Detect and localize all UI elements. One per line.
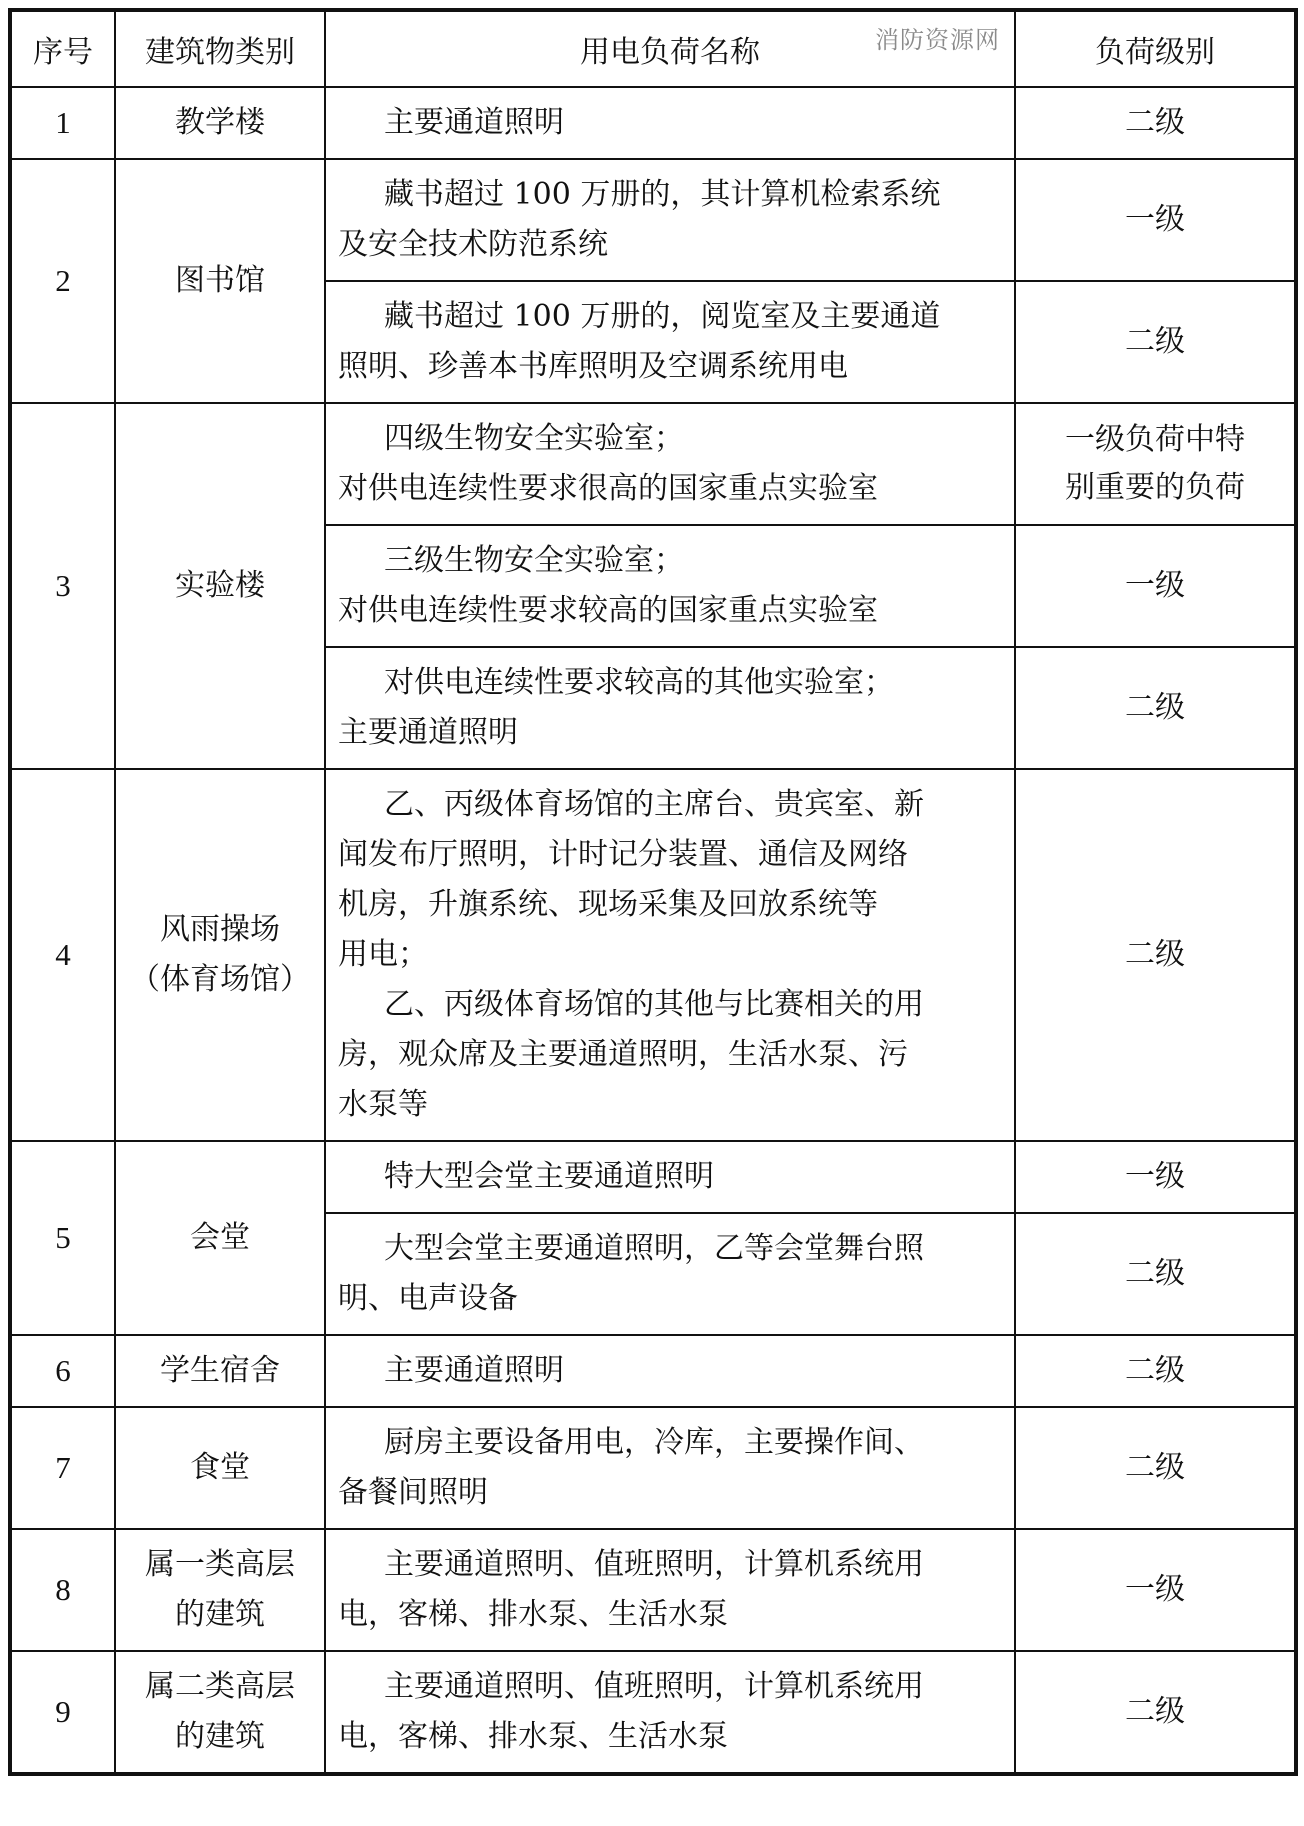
load-classification-table (8, 8, 1298, 1776)
header-load-name (325, 10, 1015, 87)
building-type (115, 159, 325, 403)
row-number: 2 (10, 159, 115, 403)
load-name-line (338, 830, 998, 880)
building-type (115, 403, 325, 769)
load-name-text: 藏书超过 100 万册的，其计算机检索系统 (384, 177, 941, 212)
building-type-line: 的建筑 (175, 1719, 265, 1754)
table-row (10, 1335, 1296, 1407)
load-name-text: 照明、珍善本书库照明及空调系统用电 (338, 349, 848, 384)
load-name-line (338, 1662, 998, 1712)
load-name-text: 乙、丙级体育场馆的主席台、贵宾室、新 (384, 787, 924, 822)
table-row (10, 403, 1296, 525)
load-level: 二级 (1015, 1213, 1296, 1335)
building-type-line: 图书馆 (175, 263, 265, 298)
row-number: 5 (10, 1141, 115, 1335)
load-name (325, 525, 1015, 647)
load-name-text: 藏书超过 100 万册的，阅览室及主要通道 (384, 299, 941, 334)
load-name-text: 备餐间照明 (338, 1475, 488, 1510)
load-name-text: 主要通道照明、值班照明，计算机系统用 (384, 1669, 924, 1704)
table-row (10, 87, 1296, 159)
load-level: 一级 (1015, 159, 1296, 281)
load-name (325, 1141, 1015, 1213)
load-name-line (338, 220, 998, 270)
table-row (10, 1407, 1296, 1529)
table-row (10, 1529, 1296, 1651)
load-name (325, 1651, 1015, 1774)
table-row (10, 159, 1296, 281)
load-name-text: 主要通道照明 (338, 715, 518, 750)
building-type-line: 食堂 (190, 1450, 250, 1485)
building-type (115, 1335, 325, 1407)
load-name (325, 403, 1015, 525)
building-type (115, 1407, 325, 1529)
header-no: 序号 (10, 10, 115, 87)
table-row (10, 1141, 1296, 1213)
load-name-text: 及安全技术防范系统 (338, 227, 608, 262)
row-number: 3 (10, 403, 115, 769)
load-name-line (338, 880, 998, 930)
row-number: 8 (10, 1529, 115, 1651)
watermark: 消防资源网 (875, 26, 1000, 54)
load-level: 一级 (1015, 1529, 1296, 1651)
load-name-text: 用电； (338, 937, 428, 972)
load-name-line (338, 1274, 998, 1324)
load-level: 二级 (1015, 769, 1296, 1141)
load-level: 一级 (1015, 525, 1296, 647)
load-name-text: 特大型会堂主要通道照明 (384, 1159, 714, 1194)
building-type (115, 1529, 325, 1651)
load-name-text: 主要通道照明、值班照明，计算机系统用 (384, 1547, 924, 1582)
header-building-type: 建筑物类别 (115, 10, 325, 87)
row-number: 9 (10, 1651, 115, 1774)
table-body (10, 87, 1296, 1774)
row-number: 7 (10, 1407, 115, 1529)
load-name-text: 明、电声设备 (338, 1281, 518, 1316)
load-name-line (338, 464, 998, 514)
load-name-text: 大型会堂主要通道照明，乙等会堂舞台照 (384, 1231, 924, 1266)
load-name-line (338, 980, 998, 1030)
load-name-line (338, 1080, 998, 1130)
row-number: 1 (10, 87, 115, 159)
load-name-line (338, 1712, 998, 1762)
load-name-line (338, 292, 998, 342)
building-type (115, 87, 325, 159)
building-type-line: （体育场馆） (130, 962, 310, 997)
row-number: 4 (10, 769, 115, 1141)
load-name-line (338, 658, 998, 708)
load-name (325, 1529, 1015, 1651)
load-name-line (338, 1346, 998, 1396)
load-name-text: 电，客梯、排水泵、生活水泵 (338, 1597, 728, 1632)
load-name-line (338, 586, 998, 636)
load-name-text: 四级生物安全实验室； (384, 421, 684, 456)
load-name-line (338, 536, 998, 586)
load-level: 二级 (1015, 1651, 1296, 1774)
load-name (325, 159, 1015, 281)
load-name-text: 房，观众席及主要通道照明，生活水泵、污 (338, 1037, 908, 1072)
load-level: 二级 (1015, 1335, 1296, 1407)
building-type-line: 的建筑 (175, 1597, 265, 1632)
load-name-line (338, 930, 998, 980)
load-level: 二级 (1015, 281, 1296, 403)
load-name (325, 281, 1015, 403)
load-level: 二级 (1015, 87, 1296, 159)
building-type (115, 1651, 325, 1774)
load-name-line (338, 708, 998, 758)
load-level-line: 一级负荷中特 (1065, 422, 1245, 457)
load-name-text: 主要通道照明 (384, 105, 564, 140)
load-name-line (338, 1030, 998, 1080)
load-level: 二级 (1015, 1407, 1296, 1529)
load-name-text: 机房，升旗系统、现场采集及回放系统等 (338, 887, 878, 922)
load-name-text: 乙、丙级体育场馆的其他与比赛相关的用 (384, 987, 924, 1022)
load-name (325, 87, 1015, 159)
load-level-line: 别重要的负荷 (1065, 470, 1245, 505)
load-name-line (338, 1468, 998, 1518)
load-name-text: 水泵等 (338, 1087, 428, 1122)
load-name-line (338, 98, 998, 148)
table-row (10, 1651, 1296, 1774)
load-name (325, 647, 1015, 769)
load-name-text: 三级生物安全实验室； (384, 543, 684, 578)
load-name-text: 对供电连续性要求较高的其他实验室； (384, 665, 894, 700)
load-classification-table-wrapper (8, 8, 1294, 1776)
load-name-line (338, 1540, 998, 1590)
building-type-line: 风雨操场 (160, 912, 280, 947)
load-name (325, 1213, 1015, 1335)
load-name-text: 主要通道照明 (384, 1353, 564, 1388)
load-name (325, 1407, 1015, 1529)
load-name-line (338, 1418, 998, 1468)
load-name (325, 1335, 1015, 1407)
building-type-line: 属一类高层 (145, 1547, 295, 1582)
building-type-line: 学生宿舍 (160, 1353, 280, 1388)
load-name-text: 对供电连续性要求很高的国家重点实验室 (338, 471, 878, 506)
load-name-text: 对供电连续性要求较高的国家重点实验室 (338, 593, 878, 628)
header-row (10, 10, 1296, 87)
load-name-line (338, 780, 998, 830)
load-name-line (338, 1152, 998, 1202)
load-name-text: 电，客梯、排水泵、生活水泵 (338, 1719, 728, 1754)
building-type (115, 769, 325, 1141)
load-name-line (338, 414, 998, 464)
load-level (1015, 403, 1296, 525)
load-level: 一级 (1015, 1141, 1296, 1213)
load-name-text: 闻发布厅照明，计时记分装置、通信及网络 (338, 837, 908, 872)
building-type (115, 1141, 325, 1335)
load-name-text: 厨房主要设备用电，冷库，主要操作间、 (384, 1425, 924, 1460)
load-name-line (338, 1590, 998, 1640)
load-name (325, 769, 1015, 1141)
load-name-line (338, 342, 998, 392)
load-level: 二级 (1015, 647, 1296, 769)
load-name-line (338, 1224, 998, 1274)
load-name-line (338, 170, 998, 220)
table-row (10, 769, 1296, 1141)
row-number: 6 (10, 1335, 115, 1407)
building-type-line: 实验楼 (175, 568, 265, 603)
building-type-line: 会堂 (190, 1220, 250, 1255)
header-load-name-label: 用电负荷名称 (580, 35, 760, 70)
building-type-line: 属二类高层 (145, 1669, 295, 1704)
header-load-level: 负荷级别 (1015, 10, 1296, 87)
building-type-line: 教学楼 (175, 105, 265, 140)
